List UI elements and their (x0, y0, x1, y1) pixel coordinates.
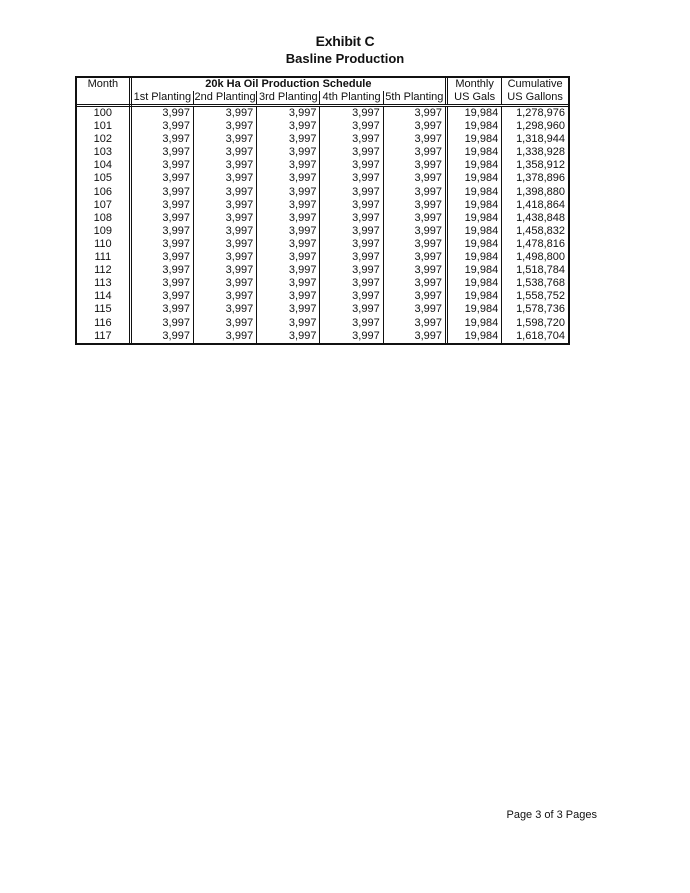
planting-cell: 3,997 (383, 277, 446, 290)
table-row (77, 330, 568, 343)
planting-cell: 3,997 (193, 212, 256, 225)
monthly-cell: 19,984 (447, 120, 502, 133)
planting-header: 4th Planting (320, 91, 383, 106)
month-cell: 104 (77, 159, 130, 172)
production-table (75, 76, 570, 345)
cumulative-cell: 1,578,736 (502, 303, 568, 316)
page-number: Page 3 of 3 Pages (506, 809, 597, 821)
planting-cell: 3,997 (383, 303, 446, 316)
planting-cell: 3,997 (162, 172, 190, 185)
planting-cell: 3,997 (257, 212, 320, 225)
planting-cell: 3,997 (257, 290, 320, 303)
planting-cell: 3,997 (320, 264, 383, 277)
planting-cell: 3,997 (257, 120, 320, 133)
planting-cell: 3,997 (162, 237, 190, 250)
planting-cell: 3,997 (257, 303, 320, 316)
planting-cell: 3,997 (257, 238, 320, 251)
month-cell: 106 (77, 186, 130, 199)
planting-cell: 3,997 (193, 317, 256, 330)
planting-cell: 3,997 (257, 264, 320, 277)
planting-cell: 3,997 (320, 330, 383, 343)
planting-cell: 3,997 (257, 186, 320, 199)
planting-cell: 3,997 (383, 290, 446, 303)
planting-cell: 3,997 (257, 133, 320, 146)
cumulative-cell: 1,378,896 (502, 172, 568, 185)
planting-cell: 3,997 (320, 303, 383, 316)
planting-cell: 3,997 (320, 199, 383, 212)
cumulative-cell: 1,298,960 (502, 120, 568, 133)
planting-header: 2nd Planting (193, 91, 256, 106)
planting-cell: 3,997 (383, 199, 446, 212)
planting-cell: 3,997 (383, 120, 446, 133)
table-row (77, 186, 568, 199)
planting-cell: 3,997 (162, 316, 190, 329)
planting-cell: 3,997 (162, 290, 190, 303)
planting-cell: 3,997 (320, 172, 383, 185)
table-row (77, 251, 568, 264)
planting-cell: 3,997 (162, 159, 190, 172)
planting-header: 5th Planting (383, 91, 446, 106)
monthly-cell: 19,984 (447, 199, 502, 212)
planting-cell: 3,997 (383, 159, 446, 172)
monthly-cell: 19,984 (447, 159, 502, 172)
table-row (77, 212, 568, 225)
planting-cell: 3,997 (320, 225, 383, 238)
planting-cell: 3,997 (162, 329, 190, 342)
document-title: Exhibit C (315, 33, 375, 49)
document-subtitle: Basline Production (285, 51, 405, 66)
month-cell: 102 (77, 133, 130, 146)
planting-cell: 3,997 (193, 290, 256, 303)
table-row (77, 133, 568, 146)
cumulative-cell: 1,518,784 (502, 264, 568, 277)
monthly-cell: 19,984 (447, 303, 502, 316)
planting-cell: 3,997 (320, 146, 383, 159)
planting-cell: 3,997 (162, 251, 190, 264)
month-cell: 105 (77, 172, 130, 185)
planting-cell: 3,997 (193, 159, 256, 172)
planting-header: 1st Planting (130, 91, 193, 106)
planting-cell: 3,997 (162, 224, 190, 237)
planting-cell: 3,997 (162, 120, 190, 133)
planting-cell: 3,997 (193, 238, 256, 251)
planting-cell: 3,997 (320, 186, 383, 199)
planting-cell: 3,997 (320, 133, 383, 146)
planting-cell: 3,997 (320, 238, 383, 251)
cumulative-cell: 1,338,928 (502, 146, 568, 159)
planting-cell: 3,997 (320, 120, 383, 133)
cumulative-cell: 1,478,816 (502, 238, 568, 251)
planting-cell: 3,997 (193, 199, 256, 212)
cumulative-unit-header: US Gallons (502, 91, 568, 106)
month-cell: 109 (77, 225, 130, 238)
table-row (77, 159, 568, 172)
monthly-cell: 19,984 (447, 146, 502, 159)
planting-cell: 3,997 (162, 264, 190, 277)
planting-cell: 3,997 (193, 264, 256, 277)
month-cell: 101 (77, 120, 130, 133)
planting-cell: 3,997 (383, 225, 446, 238)
table-row (77, 120, 568, 133)
planting-cell: 3,997 (193, 251, 256, 264)
planting-cell: 3,997 (162, 211, 190, 224)
planting-cell: 3,997 (320, 212, 383, 225)
month-cell: 115 (77, 303, 130, 316)
table-row (77, 303, 568, 316)
monthly-cell: 19,984 (447, 212, 502, 225)
table-row (77, 172, 568, 185)
cumulative-cell: 1,538,768 (502, 277, 568, 290)
planting-cell: 3,997 (162, 133, 190, 146)
monthly-cell: 19,984 (447, 290, 502, 303)
planting-cell: 3,997 (320, 290, 383, 303)
planting-cell: 3,997 (193, 330, 256, 343)
month-header: Month (77, 78, 130, 106)
cumulative-cell: 1,278,976 (502, 106, 568, 121)
planting-cell: 3,997 (193, 172, 256, 185)
monthly-unit-header: US Gals (447, 91, 502, 106)
planting-cell: 3,997 (383, 133, 446, 146)
monthly-cell: 19,984 (447, 251, 502, 264)
planting-cell: 3,997 (257, 251, 320, 264)
month-cell: 113 (77, 277, 130, 290)
month-cell: 107 (77, 199, 130, 212)
month-cell: 103 (77, 146, 130, 159)
planting-cell: 3,997 (193, 146, 256, 159)
monthly-cell: 19,984 (447, 317, 502, 330)
planting-cell: 3,997 (383, 146, 446, 159)
planting-cell: 3,997 (162, 277, 190, 290)
monthly-cell: 19,984 (447, 106, 502, 121)
planting-cell: 3,997 (257, 172, 320, 185)
table-row (77, 290, 568, 303)
monthly-header: Monthly (447, 78, 502, 91)
planting-cell: 3,997 (193, 133, 256, 146)
planting-cell: 3,997 (257, 317, 320, 330)
cumulative-cell: 1,458,832 (502, 225, 568, 238)
planting-cell: 3,997 (162, 146, 190, 159)
schedule-group-header: 20k Ha Oil Production Schedule (130, 78, 446, 91)
planting-cell: 3,997 (383, 264, 446, 277)
month-cell: 114 (77, 290, 130, 303)
planting-cell: 3,997 (193, 186, 256, 199)
planting-cell: 3,997 (383, 212, 446, 225)
monthly-cell: 19,984 (447, 186, 502, 199)
planting-cell: 3,997 (383, 251, 446, 264)
table-row (77, 238, 568, 251)
cumulative-cell: 1,498,800 (502, 251, 568, 264)
month-cell: 111 (77, 251, 130, 264)
month-cell: 117 (77, 330, 130, 343)
planting-cell: 3,997 (383, 106, 446, 121)
planting-header: 3rd Planting (257, 91, 320, 106)
table-row (77, 106, 568, 121)
planting-cell: 3,997 (383, 330, 446, 343)
monthly-cell: 19,984 (447, 133, 502, 146)
table-row (77, 146, 568, 159)
planting-cell: 3,997 (257, 277, 320, 290)
cumulative-cell: 1,418,864 (502, 199, 568, 212)
monthly-cell: 19,984 (447, 238, 502, 251)
planting-cell: 3,997 (383, 238, 446, 251)
cumulative-cell: 1,598,720 (502, 317, 568, 330)
planting-cell: 3,997 (383, 186, 446, 199)
planting-cell: 3,997 (320, 251, 383, 264)
cumulative-cell: 1,358,912 (502, 159, 568, 172)
planting-cell: 3,997 (257, 106, 320, 121)
month-cell: 100 (77, 106, 130, 121)
table-row (77, 225, 568, 238)
cumulative-cell: 1,398,880 (502, 186, 568, 199)
month-cell: 112 (77, 264, 130, 277)
table-row (77, 317, 568, 330)
monthly-cell: 19,984 (447, 172, 502, 185)
planting-cell: 3,997 (162, 303, 190, 316)
cumulative-cell: 1,618,704 (502, 330, 568, 343)
monthly-cell: 19,984 (447, 264, 502, 277)
planting-cell: 3,997 (257, 159, 320, 172)
planting-cell: 3,997 (162, 198, 190, 211)
table-body (77, 106, 568, 343)
planting-cell: 3,997 (257, 199, 320, 212)
cumulative-cell: 1,558,752 (502, 290, 568, 303)
planting-cell: 3,997 (257, 146, 320, 159)
table-row (77, 199, 568, 212)
planting-cell: 3,997 (320, 106, 383, 121)
planting-cell: 3,997 (193, 106, 256, 121)
cumulative-cell: 1,318,944 (502, 133, 568, 146)
monthly-cell: 19,984 (447, 277, 502, 290)
planting-cell: 3,997 (320, 159, 383, 172)
planting-cell: 3,997 (193, 120, 256, 133)
planting-cell: 3,997 (257, 225, 320, 238)
planting-cell: 3,997 (320, 277, 383, 290)
month-cell: 116 (77, 317, 130, 330)
monthly-cell: 19,984 (447, 330, 502, 343)
planting-cell: 3,997 (193, 277, 256, 290)
planting-cell: 3,997 (193, 225, 256, 238)
planting-cell: 3,997 (383, 172, 446, 185)
planting-cell: 3,997 (193, 303, 256, 316)
table-row (77, 264, 568, 277)
table-row (77, 277, 568, 290)
planting-cell: 3,997 (162, 185, 190, 198)
monthly-cell: 19,984 (447, 225, 502, 238)
planting-cell: 3,997 (383, 317, 446, 330)
cumulative-cell: 1,438,848 (502, 212, 568, 225)
cumulative-header: Cumulative (502, 78, 568, 91)
planting-cell: 3,997 (320, 317, 383, 330)
month-cell: 108 (77, 212, 130, 225)
planting-cell: 3,997 (257, 330, 320, 343)
month-cell: 110 (77, 238, 130, 251)
planting-cell: 3,997 (162, 107, 190, 119)
